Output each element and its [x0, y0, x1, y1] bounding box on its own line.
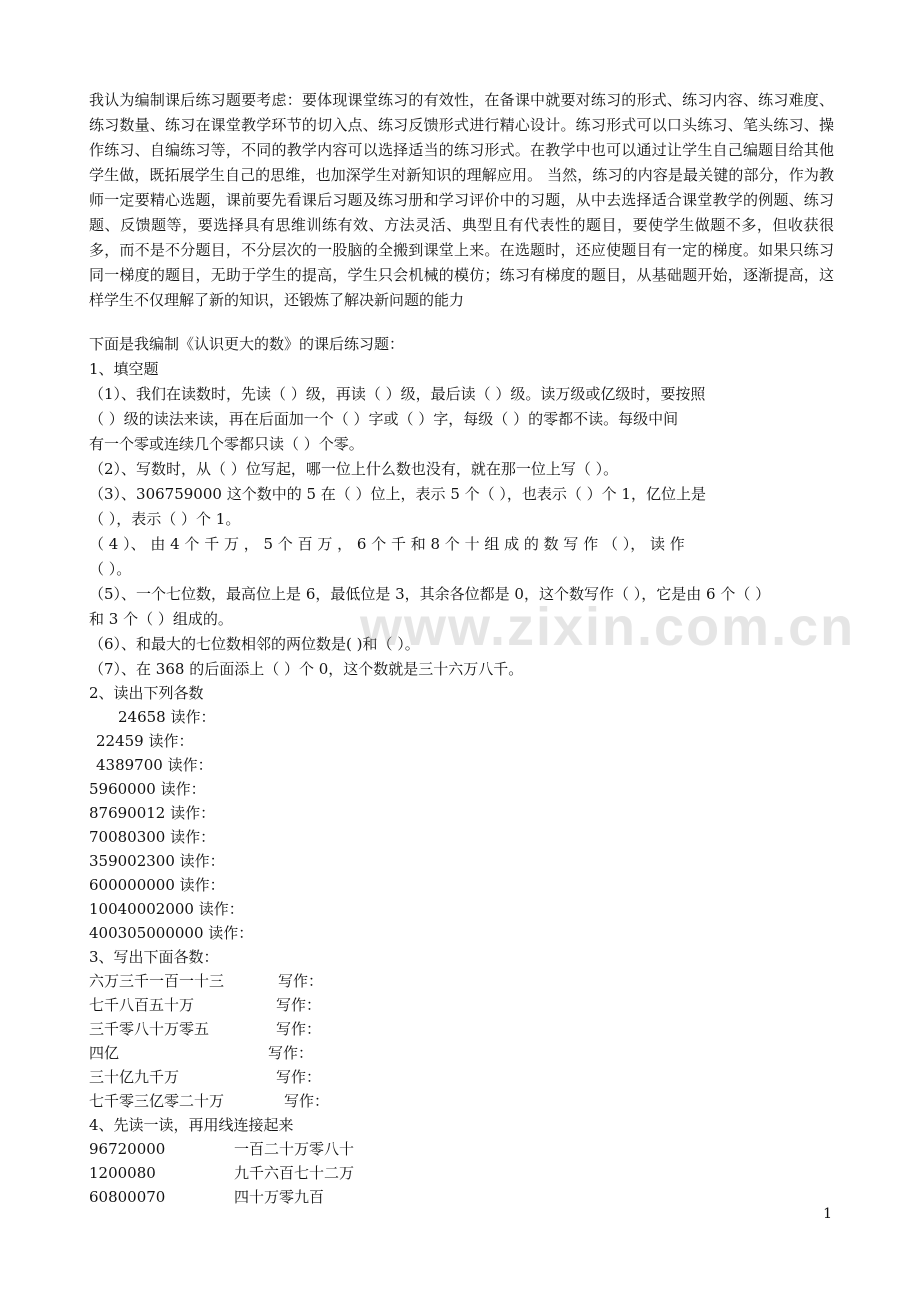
match-left-number: 96720000	[89, 1140, 166, 1158]
section-2-title: 2、读出下列各数	[89, 684, 204, 702]
match-right-words: 一百二十万零八十	[234, 1140, 355, 1158]
section-4-title: 4、先读一读，再用线连接起来	[89, 1116, 294, 1134]
fill-blank-line: （3）、306759000 这个数中的 5 在（ ）位上，表示 5 个（ ），也表示（ ）个 1，亿位上是	[89, 485, 706, 503]
read-number-item: 359002300 读作：	[89, 852, 225, 870]
write-number-text: 六万三千一百一十三	[89, 972, 225, 990]
fill-blank-line: （5）、一个七位数，最高位上是 6，最低位是 3，其余各位都是 0，这个数写作（ ），它是由 6 个（ ）	[89, 585, 771, 603]
section-3-title: 3、写出下面各数：	[89, 948, 219, 966]
write-number-label: 写作：	[276, 996, 322, 1014]
write-number-text: 四亿	[89, 1044, 120, 1062]
read-number-item: 87690012 读作：	[89, 804, 216, 822]
write-number-label: 写作：	[276, 1068, 322, 1086]
match-left-number: 60800070	[89, 1188, 166, 1206]
fill-blank-line: （ 4 ）、 由 4 个 千 万 ， 5 个 百 万 ， 6 个 千 和 8 个 十 组 成 的 数 写 作 （ ）， 读 作	[89, 535, 685, 553]
fill-blank-line: 有一个零或连续几个零都只读（ ）个零。	[89, 435, 364, 453]
read-number-item: 70080300 读作：	[89, 828, 216, 846]
fill-blank-line: （1）、我们在读数时，先读（ ）级，再读（ ）级，最后读（ ）级。读万级或亿级时，要按照	[89, 385, 706, 403]
fill-blank-line: （7）、在 368 的后面添上（ ）个 0，这个数就是三十六万八千。	[89, 660, 524, 678]
page-number: 1	[823, 1206, 832, 1222]
write-number-text: 三十亿九千万	[89, 1068, 180, 1086]
match-left-number: 1200080	[89, 1164, 156, 1182]
fill-blank-line: （ ）。	[89, 560, 132, 578]
match-right-words: 九千六百七十二万	[234, 1164, 355, 1182]
read-number-item: 22459 读作：	[96, 732, 194, 750]
watermark: www.zixin.com.cn	[360, 597, 856, 657]
read-number-item: 5960000 读作：	[89, 780, 206, 798]
intro-paragraph: 我认为编制课后练习题要考虑：要体现课堂练习的有效性，在备课中就要对练习的形式、练习内容、练习难度、练习数量、练习在课堂教学环节的切入点、练习反馈形式进行精心设计。练习形式可以口头练习、笔头练习、操作练习、自编练习等，不同的教学内容可以选择适当的练习形式。在教学中也可以通过让学生自己编题目给其他学生做，既拓展学生自己的思维，也加深学生对新知识的理解应用。 当然，练习的内容是最关键的部分，作为教师一定要精心选题，课前要先看课后习题及练习册和学习评价中的习题，从中去选择适合课堂教学的例题、练习题、反馈题等，要选择具有思维训练有效、方法灵活、典型且有代表性的题目，要使学生做题不多，但收获很多，而不是不分题目，不分层次的一股脑的全搬到课堂上来。在选题时，还应使题目有一定的梯度。如果只练习同一梯度的题目，无助于学生的提高，学生只会机械的模仿；练习有梯度的题目，从基础题开始，逐渐提高，这样学生不仅理解了新的知识，还锻炼了解决新问题的能力	[89, 91, 834, 309]
section-1-title: 1、填空题	[89, 360, 159, 378]
match-right-words: 四十万零九百	[234, 1188, 325, 1206]
read-number-item: 4389700 读作：	[96, 756, 213, 774]
read-number-item: 600000000 读作：	[89, 876, 225, 894]
read-number-item: 24658 读作：	[118, 708, 216, 726]
write-number-label: 写作：	[268, 1044, 314, 1062]
fill-blank-line: （2）、写数时，从（ ）位写起，哪一位上什么数也没有，就在那一位上写（ ）。	[89, 460, 619, 478]
fill-blank-line: （6）、和最大的七位数相邻的两位数是( )和（ ）。	[89, 635, 420, 653]
write-number-text: 三千零八十万零五	[89, 1020, 210, 1038]
fill-blank-line: （ ），表示（ ）个 1。	[89, 510, 241, 528]
write-number-text: 七千八百五十万	[89, 996, 195, 1014]
write-number-label: 写作：	[276, 1020, 322, 1038]
write-number-label: 写作：	[284, 1092, 330, 1110]
fill-blank-line: 和 3 个（ ）组成的。	[89, 610, 233, 628]
lead-line: 下面是我编制《认识更大的数》的课后练习题：	[89, 335, 405, 353]
fill-blank-line: （ ）级的读法来读，再在后面加一个（ ）字或（ ）字，每级（ ）的零都不读。每级中间	[89, 410, 679, 428]
read-number-item: 10040002000 读作：	[89, 900, 244, 918]
write-number-label: 写作：	[278, 972, 324, 990]
read-number-item: 400305000000 读作：	[89, 924, 254, 942]
write-number-text: 七千零三亿零二十万	[89, 1092, 225, 1110]
